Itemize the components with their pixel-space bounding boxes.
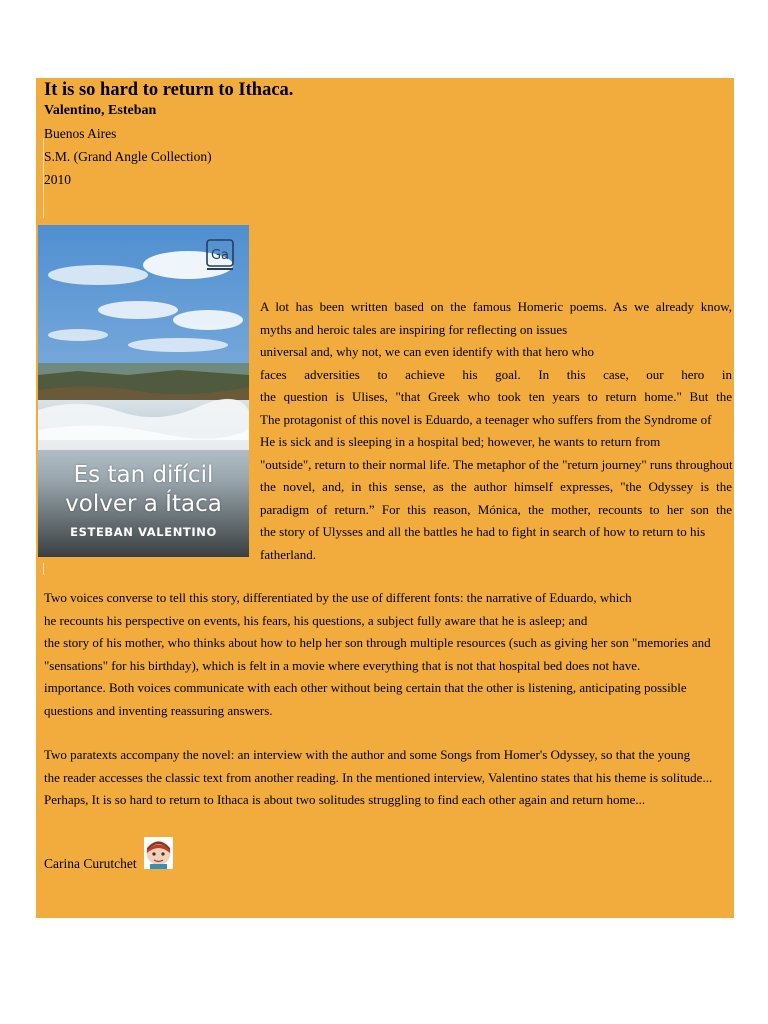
review-intro xyxy=(260,296,732,566)
text-line: "outside", return to their normal life. The metaphor of the "return journey" runs throughout xyxy=(260,456,733,472)
book-city: Buenos Aires xyxy=(44,126,117,141)
logo-text: Ga xyxy=(210,248,230,263)
text-line: faces adversities to achieve his goal. In this case, our hero in xyxy=(260,366,732,382)
divider-line xyxy=(43,563,44,575)
text-line: he recounts his perspective on events, his fears, his questions, a subject fully aware that he is asleep; and xyxy=(44,612,588,628)
text-line: the story of Ulysses and all the battles he had to fight in search of how to return to his xyxy=(260,524,706,539)
book-publisher: S.M. (Grand Angle Collection) xyxy=(44,149,212,164)
text-line: the story of his mother, who thinks about how to help her son through multiple resources (such as giving her son "memories and xyxy=(44,635,711,650)
text-line: "sensations" for his birthday), which is felt in a movie where everything that is not that hospital bed does not have. xyxy=(44,657,641,673)
text-line: He is sick and is sleeping in a hospital bed; however, he wants to return from xyxy=(260,434,661,449)
reviewer-signature: Carina Curutchet xyxy=(44,856,137,871)
text-line: Perhaps, It is so hard to return to Ithaca is about two solitudes struggling to find each other again and return home... xyxy=(44,792,646,807)
review-paragraph xyxy=(44,744,712,812)
cover-title-line1: Es tan difícil xyxy=(73,462,214,488)
text-line: fatherland. xyxy=(260,546,316,562)
text-line: universal and, why not, we can even identify with that hero who xyxy=(260,344,594,359)
text-line: myths and heroic tales are inspiring for reflecting on issues xyxy=(260,321,568,337)
cover-author: ESTEBAN VALENTINO xyxy=(70,525,217,539)
text-line: The protagonist of this novel is Eduardo, a teenager who suffers from the Syndrome of xyxy=(260,411,712,427)
book-cover-image xyxy=(38,225,249,557)
review-paragraph xyxy=(44,587,711,722)
text-line: questions and inventing reassuring answers. xyxy=(44,702,273,718)
text-line: paradigm of return.” For this reason, Mónica, the mother, recounts to her son the xyxy=(260,501,732,517)
text-line: A lot has been written based on the famous Homeric poems. As we already know, xyxy=(260,299,732,314)
book-year: 2010 xyxy=(44,172,71,187)
review-panel xyxy=(36,78,734,918)
text-line: the novel, and, in this sense, as the author himself expresses, "the Odyssey is the xyxy=(260,479,732,494)
avatar xyxy=(144,837,173,869)
text-line: Two voices converse to tell this story, differentiated by the use of different fonts: the narrative of Eduardo, which xyxy=(44,590,632,605)
publisher-logo-icon xyxy=(206,239,234,271)
text-line: Two paratexts accompany the novel: an interview with the author and some Songs from Homer's Odyssey, so that the young xyxy=(44,747,691,762)
cover-title-line2: volver a Ítaca xyxy=(65,491,222,517)
reviewer-avatar-icon xyxy=(144,837,173,869)
text-line: importance. Both voices communicate with each other without being certain that the other is listening, anticipating possible xyxy=(44,680,687,695)
text-line: the question is Ulises, "that Greek who took ten years to return home." But the xyxy=(260,389,732,404)
text-line: the reader accesses the classic text from another reading. In the mentioned interview, Valentino states that his theme is solitude... xyxy=(44,769,713,785)
book-title: It is so hard to return to Ithaca. xyxy=(44,80,294,100)
book-author: Valentino, Esteban xyxy=(44,103,157,118)
